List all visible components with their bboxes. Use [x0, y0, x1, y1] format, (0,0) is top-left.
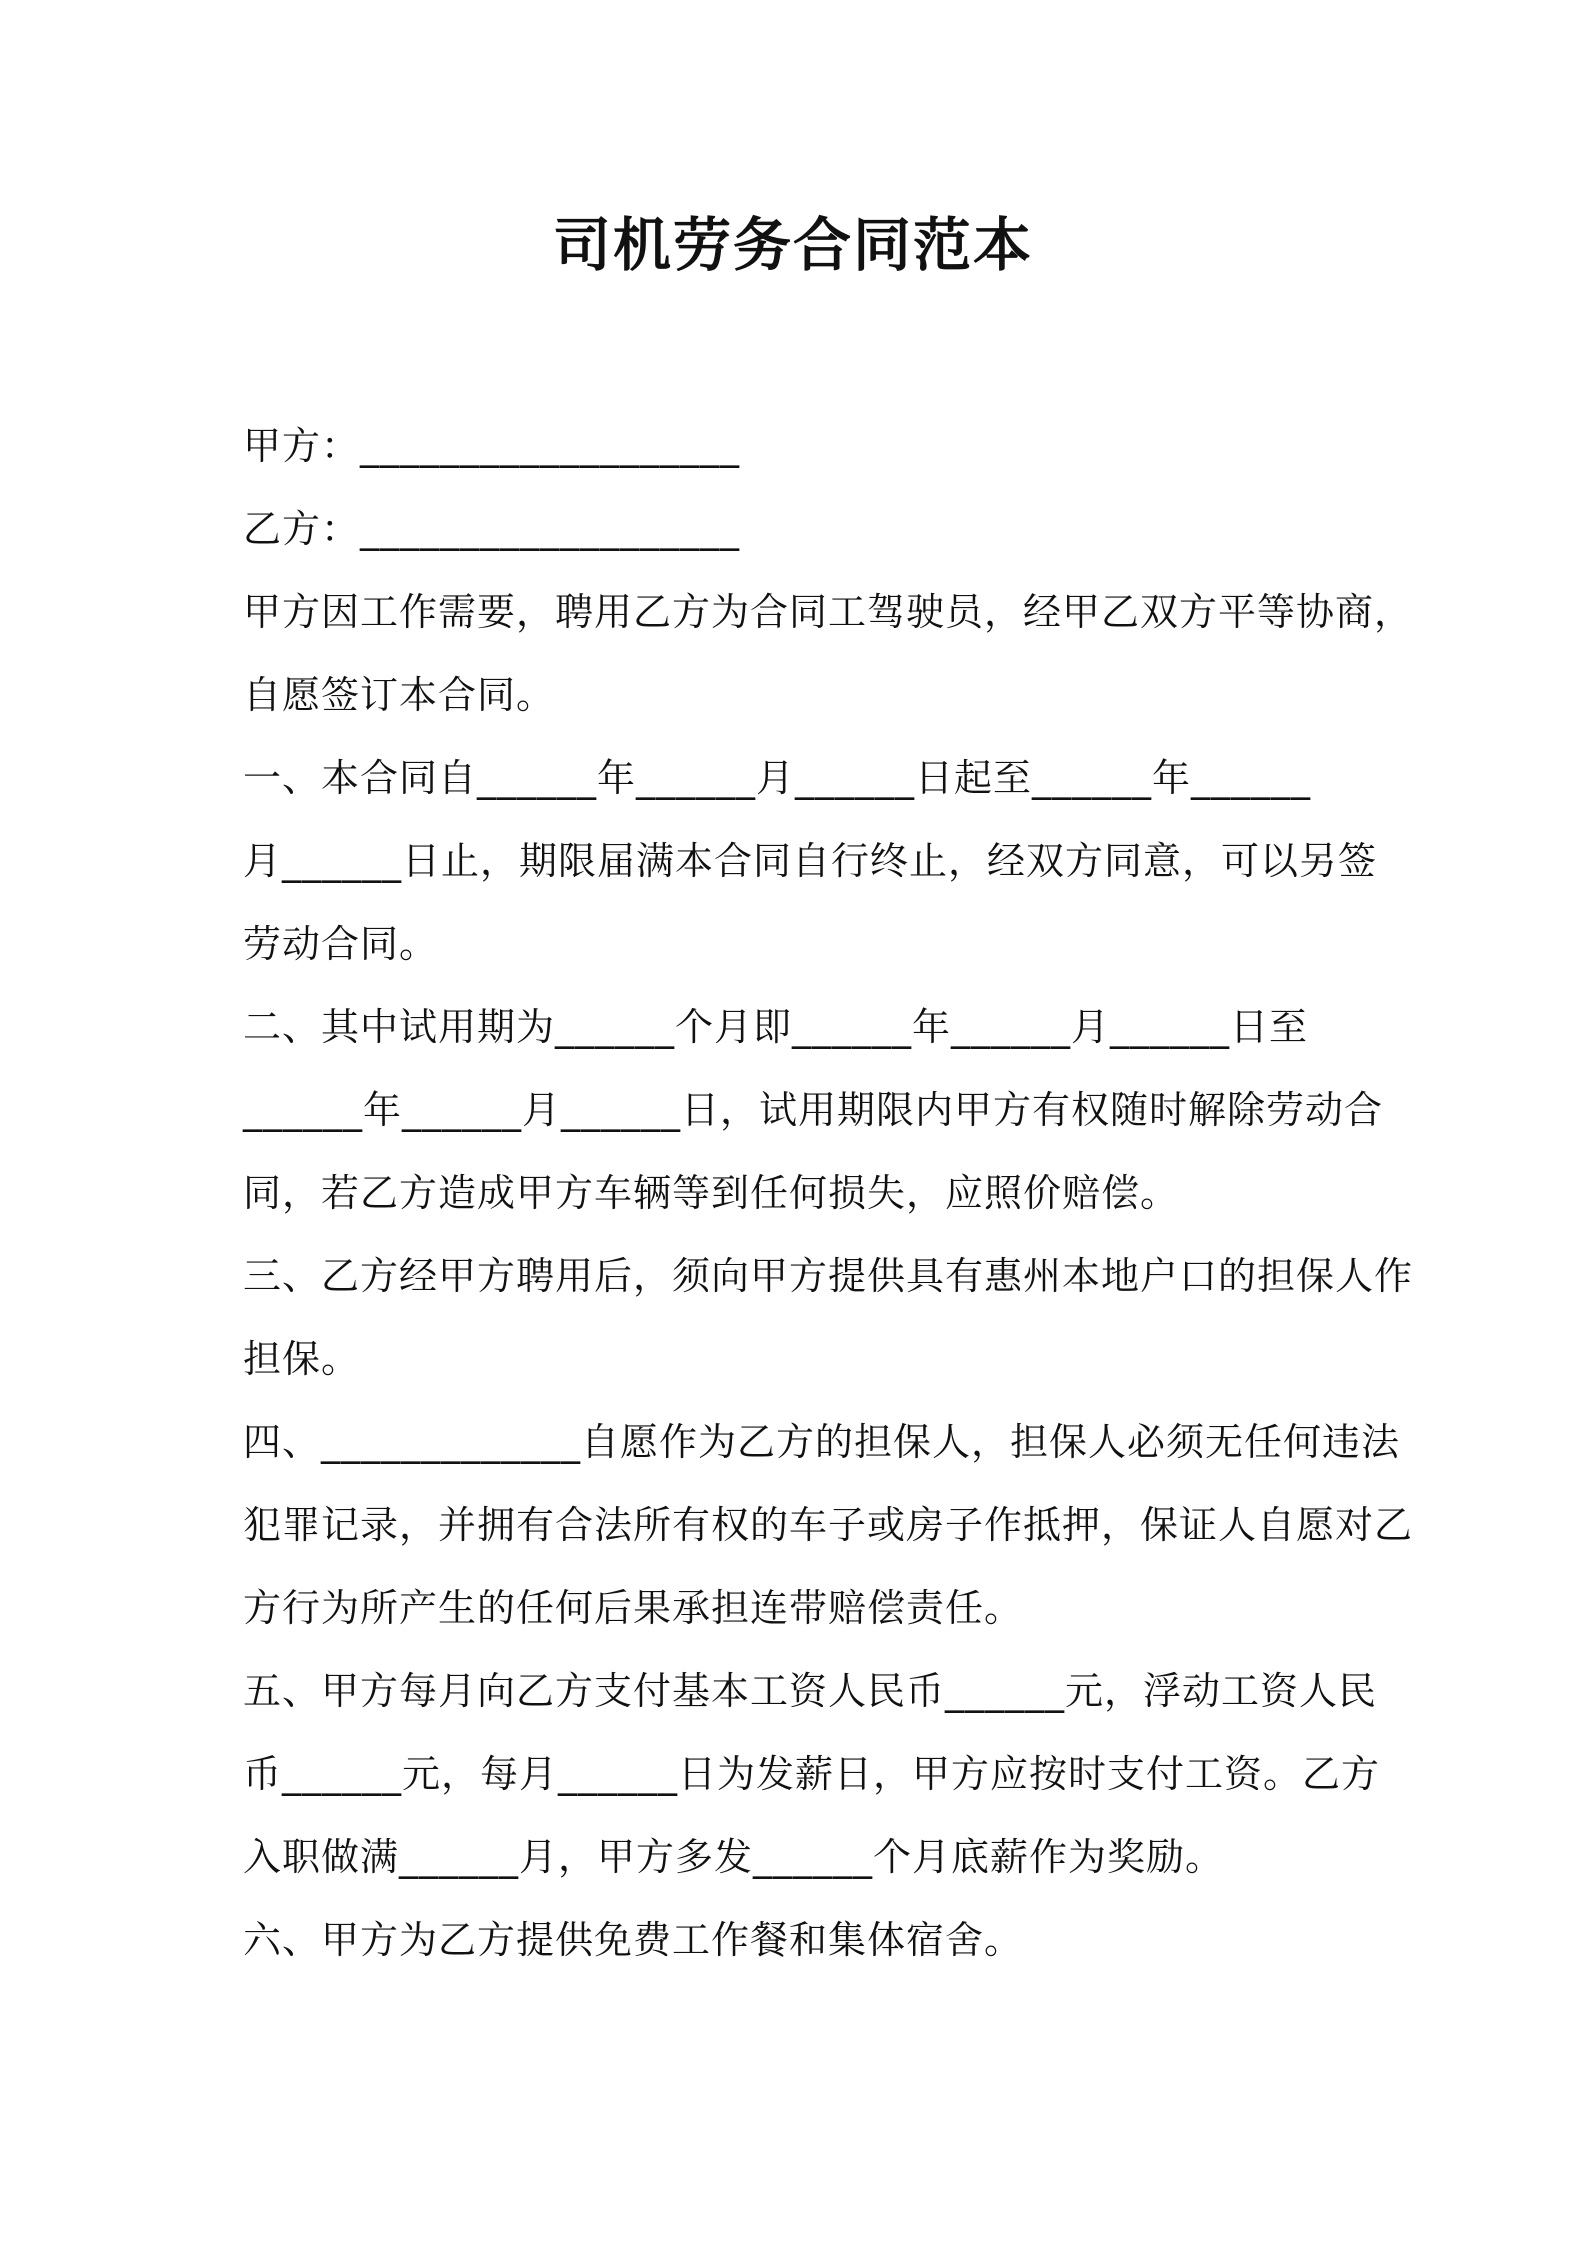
- clause-2-line-1: 二、其中试用期为______个月即______年______月______日至: [243, 1005, 1309, 1049]
- clause-5-line-2: 币______元，每月______日为发薪日，甲方应按时支付工资。乙方: [243, 1752, 1381, 1796]
- document-title: 司机劳务合同范本: [552, 211, 1033, 279]
- clause-1-line-3: 劳动合同。: [243, 922, 439, 966]
- party-b-line: 乙方：___________________: [243, 507, 741, 551]
- clause-4-line-2: 犯罪记录，并拥有合法所有权的车子或房子作抵押，保证人自愿对乙: [243, 1503, 1414, 1547]
- clause-4-line-3: 方行为所产生的任何后果承担连带赔偿责任。: [243, 1586, 1024, 1630]
- document-body: [243, 405, 1414, 1982]
- preamble-line-2: 自愿签订本合同。: [243, 673, 556, 717]
- clause-3-line-2: 担保。: [243, 1337, 361, 1381]
- clause-1-line-1: 一、本合同自______年______月______日起至______年______: [243, 756, 1312, 800]
- clause-4-line-1: 四、_____________自愿作为乙方的担保人，担保人必须无任何违法: [243, 1420, 1401, 1464]
- clause-2-line-2: ______年______月______日，试用期限内甲方有权随时解除劳动合: [243, 1088, 1384, 1132]
- party-a-line: 甲方：___________________: [243, 424, 741, 468]
- clause-1-line-2: 月______日止，期限届满本合同自行终止，经双方同意，可以另签: [243, 839, 1378, 883]
- clause-5-line-3: 入职做满______月，甲方多发______个月底薪作为奖励。: [243, 1835, 1225, 1879]
- preamble-line-1: 甲方因工作需要，聘用乙方为合同工驾驶员，经甲乙双方平等协商，: [243, 590, 1414, 634]
- clause-6-line-1: 六、甲方为乙方提供免费工作餐和集体宿舍。: [243, 1918, 1024, 1962]
- clause-2-line-3: 同，若乙方造成甲方车辆等到任何损失，应照价赔偿。: [243, 1171, 1180, 1215]
- clause-3-line-1: 三、乙方经甲方聘用后，须向甲方提供具有惠州本地户口的担保人作: [243, 1254, 1414, 1298]
- clause-5-line-1: 五、甲方每月向乙方支付基本工资人民币______元，浮动工资人民: [243, 1669, 1378, 1713]
